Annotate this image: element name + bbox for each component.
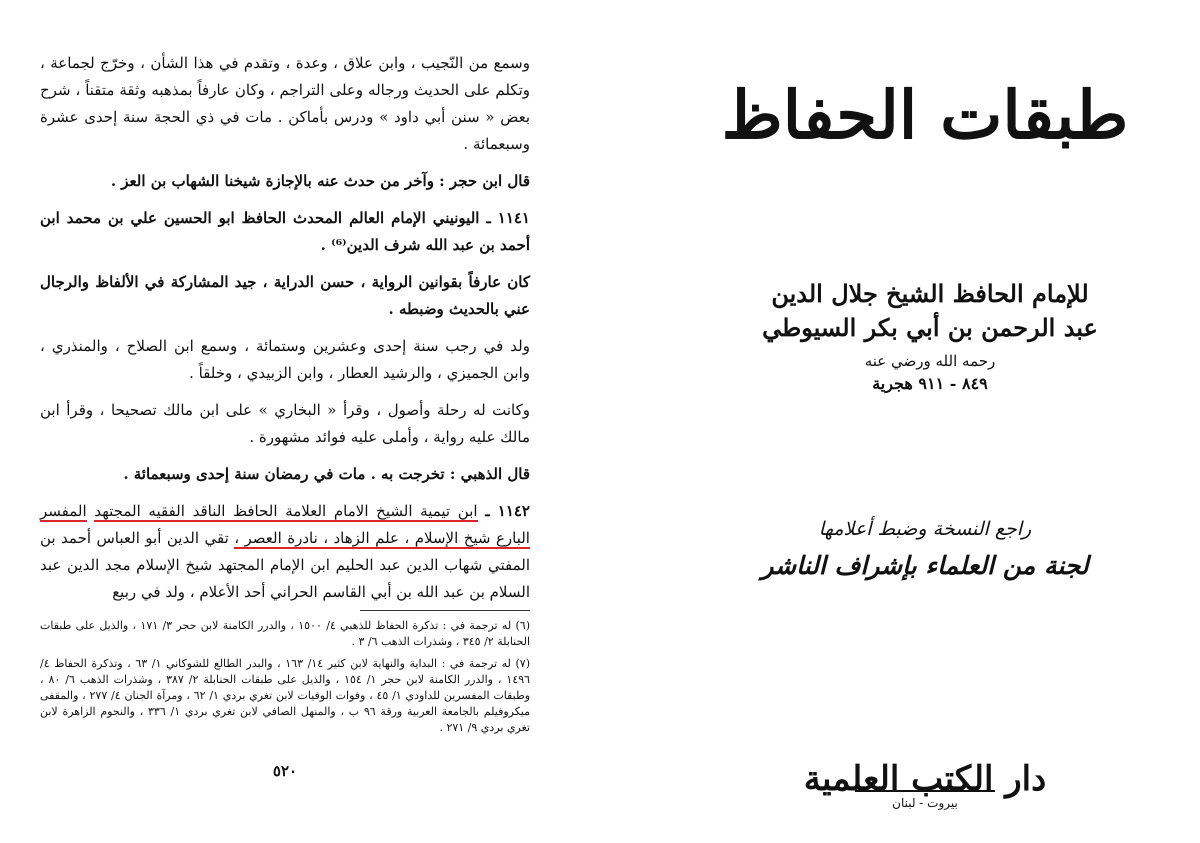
paragraph-birth: ولد في رجب سنة إحدى وعشرين وستمائة ، وسمع ابن الصلاح ، والمنذري ، وابن الجميزي ، والرشيد العطار ، وابن الزبيدي ، وخلقاً . — [40, 337, 530, 382]
publisher-location: بيروت - لبنان — [892, 796, 958, 810]
author-line-2: عبد الرحمن بن أبي بكر السيوطي — [762, 313, 1098, 342]
blessing-text: رحمه الله ورضي عنه — [864, 352, 996, 370]
author-dates: ٨٤٩ - ٩١١ هجرية — [872, 374, 988, 393]
paragraph-dhahabi: قال الذهبي : تخرجت به . مات في رمضان سنة إحدى وسبعمائة . — [123, 465, 530, 483]
paragraph-intro: وسمع من النّجيب ، وابن علاق ، وعدة ، وتقدم في هذا الشأن ، وخرّج لجماعة ، وتكلم على الحديث ورجاله وعلى التراجم ، وكان عارفاً بمذهبه وثقة متقناً ، شرح بعض « سنن أبي داود » ودرس بأماكن . مات في ذي الحجة سنة إحدى عشرة وسبعمائة . — [40, 54, 530, 153]
footnote-6: (٦) له ترجمة في : تذكرة الحفاظ للذهبي ٤/ ١٥٠٠ ، والدرر الكامنة لابن حجر ٣/ ١٧١ ، والذيل على طبقات الحنابلة ٢/ ٣٤٥ ، وشذرات الذهب ٦/ ٣ . — [40, 619, 530, 648]
publisher-underline — [855, 790, 995, 792]
title-page — [690, 50, 1160, 830]
underlined-text-2: المفسر البارع شيخ الإسلام ، علم الزهاد ، نادرة العصر ، — [40, 502, 530, 547]
review-line-1: راجع النسخة وضبط أعلامها — [818, 518, 1032, 540]
paragraph-knowledge: كان عارفاً بقوانين الرواية ، حسن الدراية ، جيد المشاركة في الألفاظ والرجال عني بالحديث وضبطه . — [40, 273, 530, 318]
book-title: طبقات الحفاظ — [721, 76, 1129, 154]
footnote-7: (٧) له ترجمة في : البداية والنهاية لابن كثير ١٤/ ١٦٣ ، والبدر الطالع للشوكاني ١/ ٦٣ ، وتذكرة الحفاظ ٤/ ١٤٩٦ ، والدرر الكامنة لابن حجر ١/ ١٥٤ ، والذيل على طبقات الحنابلة ٢/ ٣٨٧ ، وشذرات الذهب ٦/ ٨٠ ، وطبقات المفسرين للداودي ١/ ٤٥ ، وفوات الوفيات لابن تغري بردي ١/ ٦٢ ، ومرآة الجنان ٤/ ٢٧٧ ، والمقفى ميكروفيلم بالجامعة العربية ورقة ٩٦ ب ، والمنهل الصافي لابن تغري بردي ١/ ٣٣٦ ، والنجوم الزاهرة لابن تغري بردي ٩/ ٢٧١ . — [40, 657, 531, 734]
footnote-divider — [360, 610, 530, 611]
author-line-1: للإمام الحافظ الشيخ جلال الدين — [771, 279, 1089, 308]
paragraph-ibn-hajar: قال ابن حجر : وآخر من حدث عنه بالإجازة شيخنا الشهاب بن العز . — [110, 172, 530, 190]
entry-1141: ١١٤١ ـ اليونيني الإمام العالم المحدث الحافظ ابو الحسين علي بن محمد ابن أحمد بن عبد الله شرف الدين⁽⁶⁾ . — [40, 209, 530, 254]
publisher-logo: دار الكتب العلمية — [803, 759, 1047, 799]
entry-1142 — [40, 498, 530, 606]
review-line-2: لجنة من العلماء بإشراف الناشر — [761, 551, 1089, 580]
entry-1142-number: ١١٤٢ ـ — [485, 502, 530, 520]
left-page — [40, 50, 530, 830]
paragraph-travel: وكانت له رحلة وأصول ، وقرأ « البخاري » على ابن مالك تصحيحا ، وقرأ ابن مالك عليه رواية ، وأملى عليه فوائد مشهورة . — [40, 401, 530, 446]
entry-1142-rest: تقي الدين أبو العباس أحمد بن المفتي شهاب الدين عبد الحليم ابن الإمام المجتهد شيخ الإسلام مجد الدين عبد السلام بن عبد الله بن أبي القاسم الحراني أحد الأعلام ، ولد في ربيع — [40, 529, 530, 601]
page-number: ٥٢٠ — [272, 762, 298, 780]
underlined-text-1: ابن تيمية الشيخ الامام العلامة الحافظ الناقد الفقيه المجتهد — [94, 502, 478, 520]
footnotes — [40, 618, 530, 742]
